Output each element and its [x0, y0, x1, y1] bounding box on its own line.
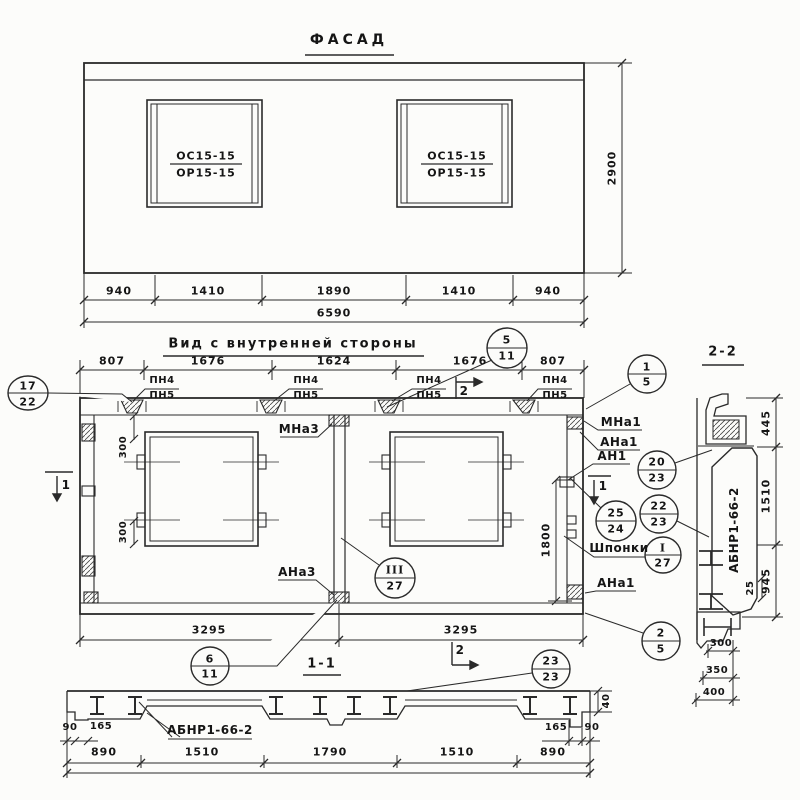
loop-mark: ПН4: [149, 375, 175, 386]
dim-text: 445: [759, 410, 773, 436]
label-leaders: [278, 421, 649, 595]
callout-number: I: [659, 541, 667, 555]
dim-text: 890: [540, 745, 566, 759]
section-2-2-title: 2-2: [708, 344, 738, 360]
section-1-1-title: 1-1: [307, 656, 337, 672]
callout-number: 23: [650, 515, 668, 529]
dim-300: [130, 412, 138, 548]
dim-text: 90: [62, 722, 78, 733]
callout-number: 20: [648, 455, 666, 469]
window-mark-top: ОС15-15: [427, 149, 487, 163]
section-marker-2: 2: [455, 643, 465, 657]
dim-text: 3295: [443, 623, 479, 637]
callout-number: 5: [502, 333, 512, 347]
dim-text: 1800: [539, 522, 553, 558]
label-shponki: Шпонки: [589, 541, 649, 555]
dim-text: 1890: [316, 284, 352, 298]
dim-text: 300: [118, 435, 129, 459]
callout-number: 23: [542, 670, 560, 684]
dim-text-height: 2900: [605, 150, 619, 186]
dim-text: 807: [540, 354, 566, 368]
dim-text: 165: [89, 721, 113, 732]
inner-window-2: [369, 432, 524, 546]
dim-text: 1410: [190, 284, 226, 298]
section-markers: [45, 377, 611, 672]
dim-text: 300: [118, 520, 129, 544]
loop-mark: ПН5: [293, 390, 319, 401]
callout-number: 11: [498, 349, 516, 363]
label-ana3: АНа3: [278, 565, 316, 579]
dim-text: 3295: [191, 623, 227, 637]
callout-number: 22: [650, 499, 668, 513]
loop-mark: ПН4: [416, 375, 442, 386]
callout-number: III: [385, 563, 405, 577]
callout-number: 17: [19, 379, 37, 393]
callout-number: 23: [542, 654, 560, 668]
label-ana1: АНа1: [597, 576, 635, 590]
callout-number: 25: [607, 506, 625, 520]
dim-text: 940: [535, 284, 561, 298]
facade-title: ФАСАД: [309, 32, 389, 48]
section-1-1-small-dims: [60, 687, 612, 746]
window-mark-top: ОС15-15: [176, 149, 236, 163]
section-marker-1: 1: [598, 479, 608, 493]
edge-connectors: [82, 417, 583, 603]
window-mark-bottom: ОР15-15: [176, 166, 236, 180]
dim-text: 1510: [759, 478, 773, 514]
dim-text: 1410: [441, 284, 477, 298]
callout-number: 5: [656, 642, 666, 656]
dim-text-total: 6590: [316, 306, 352, 320]
dim-text: 1790: [312, 745, 348, 759]
lifting-loops: [118, 400, 538, 413]
label-mna3: МНа3: [278, 422, 320, 436]
callout-number: 1: [642, 360, 652, 374]
callout-number: 27: [654, 556, 672, 570]
dim-text: 807: [99, 354, 125, 368]
dim-text: 1676: [452, 354, 488, 368]
loop-mark: ПН4: [542, 375, 568, 386]
dim-text: 1676: [190, 354, 226, 368]
inner-bottom-dimensions: [76, 604, 587, 647]
inner-view-title: Вид с внутренней стороны: [168, 336, 418, 352]
loop-mark: ПН5: [416, 390, 442, 401]
callout-number: 24: [607, 522, 625, 536]
dim-text: 940: [106, 284, 132, 298]
label-mna1: МНа1: [600, 415, 642, 429]
dim-text: 400: [702, 687, 726, 698]
dim-text: 300: [709, 638, 733, 649]
dim-text: 350: [705, 665, 729, 676]
window-mark-bottom: ОР15-15: [427, 166, 487, 180]
section-marker-2: 2: [459, 384, 469, 398]
dim-text: 1510: [184, 745, 220, 759]
loop-mark: ПН5: [542, 390, 568, 401]
label-ana1: АНа1: [600, 435, 638, 449]
callout-number: 2: [656, 626, 666, 640]
dim-text: 90: [584, 722, 600, 733]
callout-number: 5: [642, 375, 652, 389]
dim-text: 890: [91, 745, 117, 759]
loop-mark: ПН5: [149, 390, 175, 401]
section-marker-1: 1: [61, 478, 71, 492]
callout-number: 6: [205, 652, 215, 666]
dim-text: 165: [544, 722, 568, 733]
dim-text: 1510: [439, 745, 475, 759]
callout-number: 27: [386, 579, 404, 593]
loop-mark: ПН4: [293, 375, 319, 386]
label-an1: АН1: [597, 449, 627, 463]
section-1-1: [60, 675, 612, 778]
dim-text: 25: [745, 580, 756, 596]
panel-mark: АБНР1-66-2: [167, 723, 253, 737]
inner-window-1: [124, 432, 279, 546]
callout-number: 11: [201, 667, 219, 681]
callout-number: 22: [19, 395, 37, 409]
dim-text: 40: [601, 693, 612, 709]
mullion: [329, 415, 349, 603]
dim-text: 945: [759, 568, 773, 594]
panel-mark: АБНР1-66-2: [727, 487, 741, 573]
callout-number: 23: [648, 471, 666, 485]
dim-text: 1624: [316, 354, 352, 368]
